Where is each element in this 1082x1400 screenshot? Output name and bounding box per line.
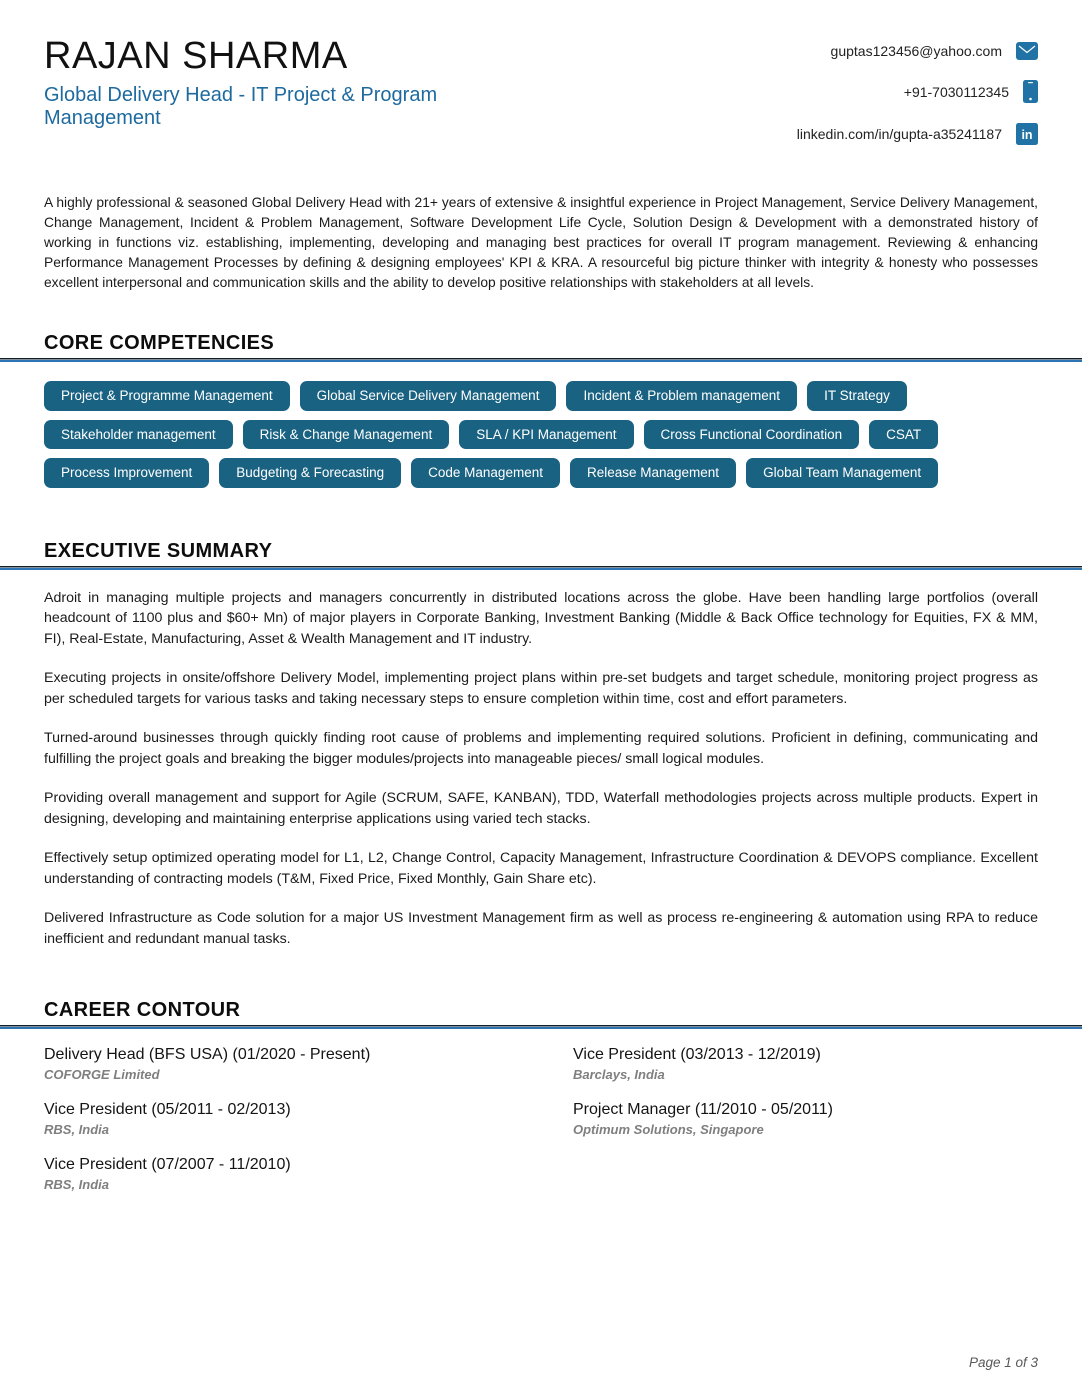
summary-paragraph: Effectively setup optimized operating model for L1, L2, Change Control, Capacity Management, Infrastructure Coordination & DEVOPS compliance. Excellent understanding of contracting models (T&M, Fixed Price, Fixed Monthly, Gain Share etc). (44, 850, 1038, 887)
summary-paragraph: Delivered Infrastructure as Code solution for a major US Investment Management firm as well as process re-engineering & automation using RPA to reduce inefficient and redundant manual tasks. (44, 910, 1038, 947)
competency-pill: Budgeting & Forecasting (219, 458, 401, 488)
contact-email[interactable] (797, 42, 1038, 60)
competency-pill: Global Team Management (746, 458, 938, 488)
career-entry (44, 1100, 573, 1137)
linkedin-icon (1016, 123, 1038, 145)
core-competencies-section (44, 332, 1038, 488)
person-title: Global Delivery Head - IT Project & Program Management (44, 83, 438, 129)
career-entry-company: Optimum Solutions, Singapore (573, 1122, 764, 1137)
competency-pill: Global Service Delivery Management (300, 381, 557, 411)
competency-pill: Risk & Change Management (243, 420, 450, 450)
core-competencies-heading: CORE COMPETENCIES (44, 332, 275, 354)
contact-block (797, 36, 1038, 145)
email-address[interactable]: guptas123456@yahoo.com (830, 43, 1002, 59)
career-entry-company: COFORGE Limited (44, 1067, 160, 1082)
phone-icon (1023, 80, 1038, 103)
competency-pill: CSAT (869, 420, 938, 450)
summary-paragraph: Adroit in managing multiple projects and managers concurrently in distributed locations across the globe. Have been handling large portfolios (overall headcount of 1100 plus and $60+ Mn) of major players in Corporate Banking, Investment Banking (Middle & Back Office technology for Equities, FX & MM, FI), Real-Estate, Manufacturing, Asset & Wealth Management and IT industry. (44, 589, 1038, 647)
contact-linkedin[interactable] (797, 123, 1038, 145)
competency-pill: Code Management (411, 458, 560, 488)
email-icon (1016, 42, 1038, 60)
career-entry (573, 1100, 1038, 1137)
profile-summary-section (44, 193, 1038, 293)
career-entry-company: RBS, India (44, 1177, 110, 1192)
summary-paragraph: Providing overall management and support for Agile (SCRUM, SAFE, KANBAN), TDD, Waterfall methodologies projects across multiple products. Expert in designing, developing and maintaining enterprise applications using varied tech stacks. (44, 790, 1038, 827)
pill-row-3 (44, 458, 1038, 488)
profile-summary-text: A highly professional & seasoned Global Delivery Head with 21+ years of extensive & insightful experience in Project Management, Service Delivery Management, Change Management, Incident & Problem Management, Software Development Life Cycle, Solution Design & Development with a demonstrated history of working in functions viz. establishing, implementing, developing and managing best practices for overall IT program management. Reviewing & enhancing Performance Management Processes by defining & designing employees' KPI & KRA. A resourceful big picture thinker with integrity & honesty who possesses excellent interpersonal and communication skills and the ability to develop positive relationships with stakeholders at all levels. (44, 195, 1038, 290)
competency-pill: Incident & Problem management (566, 381, 797, 411)
career-contour-heading: CAREER CONTOUR (44, 999, 241, 1021)
summary-paragraph: Turned-around businesses through quickly finding root cause of problems and implementing required solutions. Proficient in defining, communicating and fulfilling the project goals and breaking the bigger modules/projects into manageable pieces/ small logical modules. (44, 730, 1038, 767)
career-contour-section (44, 999, 1038, 1192)
phone-number[interactable]: +91-7030112345 (903, 83, 1009, 100)
page-footer (44, 1355, 1038, 1374)
summary-paragraph: Executing projects in onsite/offshore Delivery Model, implementing project plans within pre-set budgets and target schedule, monitoring project progress as per scheduled targets for various tasks and taking necessary steps to ensure completion within time, cost and effort parameters. (44, 670, 1038, 707)
career-entry (44, 1045, 573, 1082)
career-entry-title: Vice President (05/2011 - 02/2013) (44, 1101, 291, 1118)
career-entry-title: Project Manager (11/2010 - 05/2011) (573, 1101, 834, 1118)
linkedin-url[interactable]: linkedin.com/in/gupta-a35241187 (796, 126, 1002, 142)
competency-pill: IT Strategy (807, 381, 907, 411)
competency-pill: Cross Functional Coordination (644, 420, 860, 450)
competency-pill: Stakeholder management (44, 420, 233, 450)
svg-text:in: in (1021, 128, 1033, 142)
executive-summary-heading: EXECUTIVE SUMMARY (44, 539, 273, 562)
competency-pill: Process Improvement (44, 458, 209, 488)
career-entries (44, 1045, 1038, 1192)
competency-pills (44, 381, 1038, 488)
career-entry-title: Vice President (03/2013 - 12/2019) (573, 1046, 821, 1063)
career-entry-company: Barclays, India (573, 1067, 665, 1082)
header (44, 36, 1038, 145)
executive-summary-section (44, 540, 1038, 950)
section-divider (0, 358, 1082, 362)
career-entry-title: Vice President (07/2007 - 11/2010) (44, 1156, 291, 1173)
pill-row-2 (44, 420, 1038, 450)
pill-row-1 (44, 381, 1038, 411)
career-entry-title: Delivery Head (BFS USA) (01/2020 - Present) (44, 1046, 371, 1063)
executive-summary-paragraphs (44, 588, 1038, 950)
competency-pill: Release Management (570, 458, 736, 488)
competency-pill: Project & Programme Management (44, 381, 290, 411)
header-identity (44, 36, 484, 130)
contact-phone[interactable] (797, 80, 1038, 103)
page-number: Page 1 of 3 (968, 1355, 1038, 1370)
career-entry (573, 1045, 1038, 1082)
competency-pill: SLA / KPI Management (459, 420, 633, 450)
career-entry (44, 1155, 573, 1192)
section-divider (0, 566, 1082, 570)
person-name: RAJAN SHARMA (44, 35, 348, 77)
career-entry-company: RBS, India (44, 1122, 110, 1137)
section-divider (0, 1025, 1082, 1029)
